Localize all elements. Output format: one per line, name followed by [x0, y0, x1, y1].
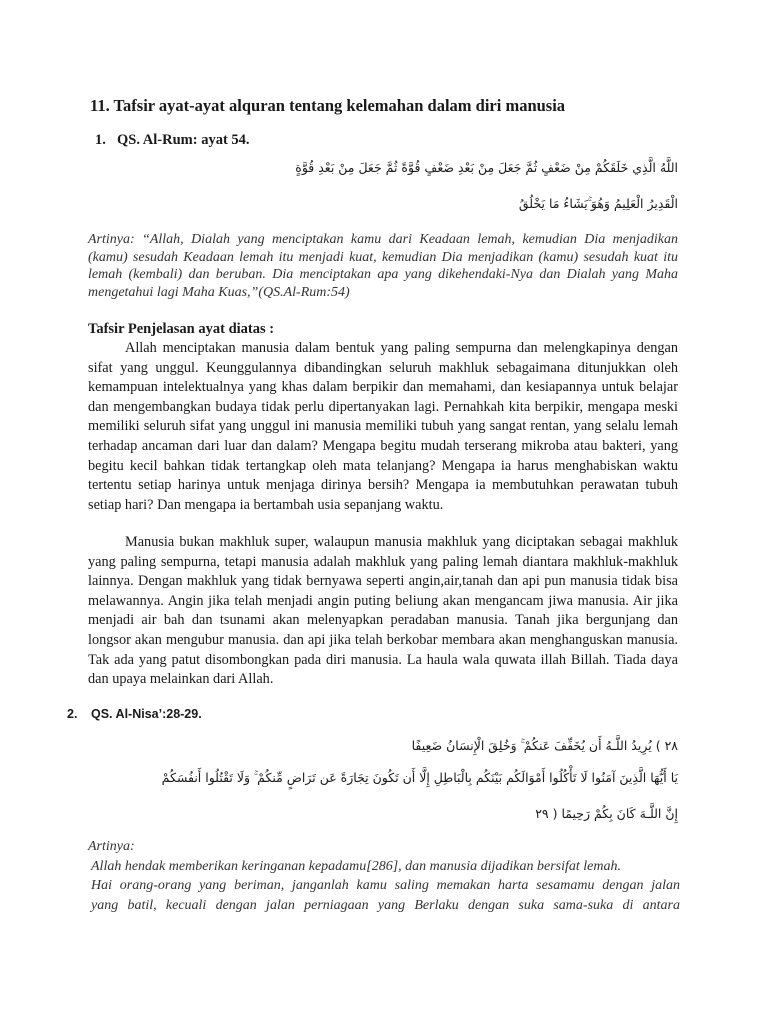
section1-arabic-line2: الْقَدِيرُ الْعَلِيمُ وَهُوَ ۚيَشَاءُ مَا يَخْلُقُ: [518, 196, 678, 211]
section2-translation-label: Artinya:: [88, 839, 135, 854]
section2-heading-text: QS. Al-Nisa’:28-29.: [91, 707, 202, 721]
section2-arabic-line1: ٢٨ ) يُرِيدُ اللَّـهُ أَن يُخَفِّفَ عَنكُمْ ۚ وَخُلِقَ الْإِنسَانُ ضَعِيفًا: [411, 738, 678, 753]
section2-translation: [88, 837, 680, 915]
section2-translation-line1: Allah hendak memberikan keringanan kepadamu[286], dan manusia dijadikan bersifat lemah.: [91, 858, 621, 874]
section2-translation-line2: Hai orang-orang yang beriman, janganlah kamu saling memakan harta sesamamu dengan jalan: [91, 878, 680, 893]
tafsir-paragraph-1: Allah menciptakan manusia dalam bentuk yang paling sempurna dan melengkapinya dengan sifat yang unggul. Keunggulannya dibandingkan seluruh makhluk sebagaimana ditunjukkan oleh kemampuan intelektualnya yang khas dalam berpikir dan memahami, dan kesiapannya untuk belajar dan mengembangkan budaya tidak perlu dipertanyakan lagi. Pernahkah kita berpikir, mengapa meski memiliki seluruh sifat yang unggul ini manusia memiliki tubuh yang sangat rentan, yang selalu lemah terhadap ancaman dari luar dan dalam? Mengapa begitu mudah terserang mikroba atau bakteri, yang begitu kecil bahkan tidak tertangkap oleh mata telanjang? Mengapa ia harus menghabiskan waktu tertentu setiap harinya untuk menjaga dirinya bersih? Mengapa ia membutuhkan perawatan tubuh setiap hari? Dan mengapa ia bertambah usia sepanjang waktu.: [88, 340, 678, 513]
section1-arabic-line1: اللَّهُ الَّذِي خَلَقَكُمْ مِنْ ضَعْفٍ ثُمَّ جَعَلَ مِنْ بَعْدِ ضَعْفٍ قُوَّةً ثُمَّ جَعَلَ مِنْ بَعْدِ قُوَّةٍ: [295, 160, 678, 175]
section2-arabic-line3: إِنَّ اللَّـهَ كَانَ بِكُمْ رَحِيمًا ( ٢٩: [535, 806, 678, 821]
section2-translation-line3: yang batil, kecuali dengan jalan perniagaan yang Berlaku dengan suka sama-suka di antara: [91, 897, 680, 913]
section2-heading: [67, 707, 202, 721]
section1-translation: Artinya: “Allah, Dialah yang menciptakan kamu dari Keadaan lemah, kemudian Dia menjadikan (kamu) sesudah Keadaan lemah itu menjadi kuat, kemudian Dia menjadikan (kamu) sesudah kuat itu lemah (kembali) dan beruban. Dia menciptakan apa yang dikehendaki-Nya dan Dialah yang Maha mengetahui lagi Maha Kuas,”(QS.Al-Rum:54): [88, 232, 678, 300]
section1-number: 1.: [95, 132, 106, 148]
document-title: 11. Tafsir ayat-ayat alquran tentang kelemahan dalam diri manusia: [90, 96, 566, 115]
tafsir-paragraph-2: Manusia bukan makhluk super, walaupun manusia makhluk yang diciptakan sebagai makhluk yang paling sempurna, tetapi manusia adalah makhluk yang paling lemah diantara makhluk-makhluk lainnya. Dengan makhluk yang tidak bernyawa seperti angin,air,tanah dan api pun manusia tidak bisa melawannya. Angin jika telah menjadi angin puting beliung akan mengancam jiwa manusia. Air jika menjadi air bah dan tsunami akan melenyapkan peradaban manusia. Tanah jika bergunjang dan longsor akan mengubur manusia. dan api jika telah berkobar membara akan menghanguskan manusia. Tak ada yang patut disombongkan pada diri manusia. La haula wala quwata illah Billah. Tiada daya dan upaya melainkan dari Allah.: [88, 534, 678, 688]
tafsir-heading: Tafsir Penjelasan ayat diatas :: [88, 321, 275, 337]
section2-arabic-line2: يَا أَيُّهَا الَّذِينَ آمَنُوا لَا تَأْكُلُوا أَمْوَالَكُم بَيْنَكُم بِالْبَاطِلِ إِلَّا أَن تَكُونَ تِجَارَةً عَن تَرَاضٍ مِّنكُمْ ۚ وَلَا تَقْتُلُوا أَنفُسَكُمْ: [161, 770, 678, 785]
section1-heading-text: QS. Al-Rum: ayat 54.: [117, 132, 250, 148]
section1-heading: [95, 132, 250, 149]
section2-number: 2.: [67, 707, 78, 721]
